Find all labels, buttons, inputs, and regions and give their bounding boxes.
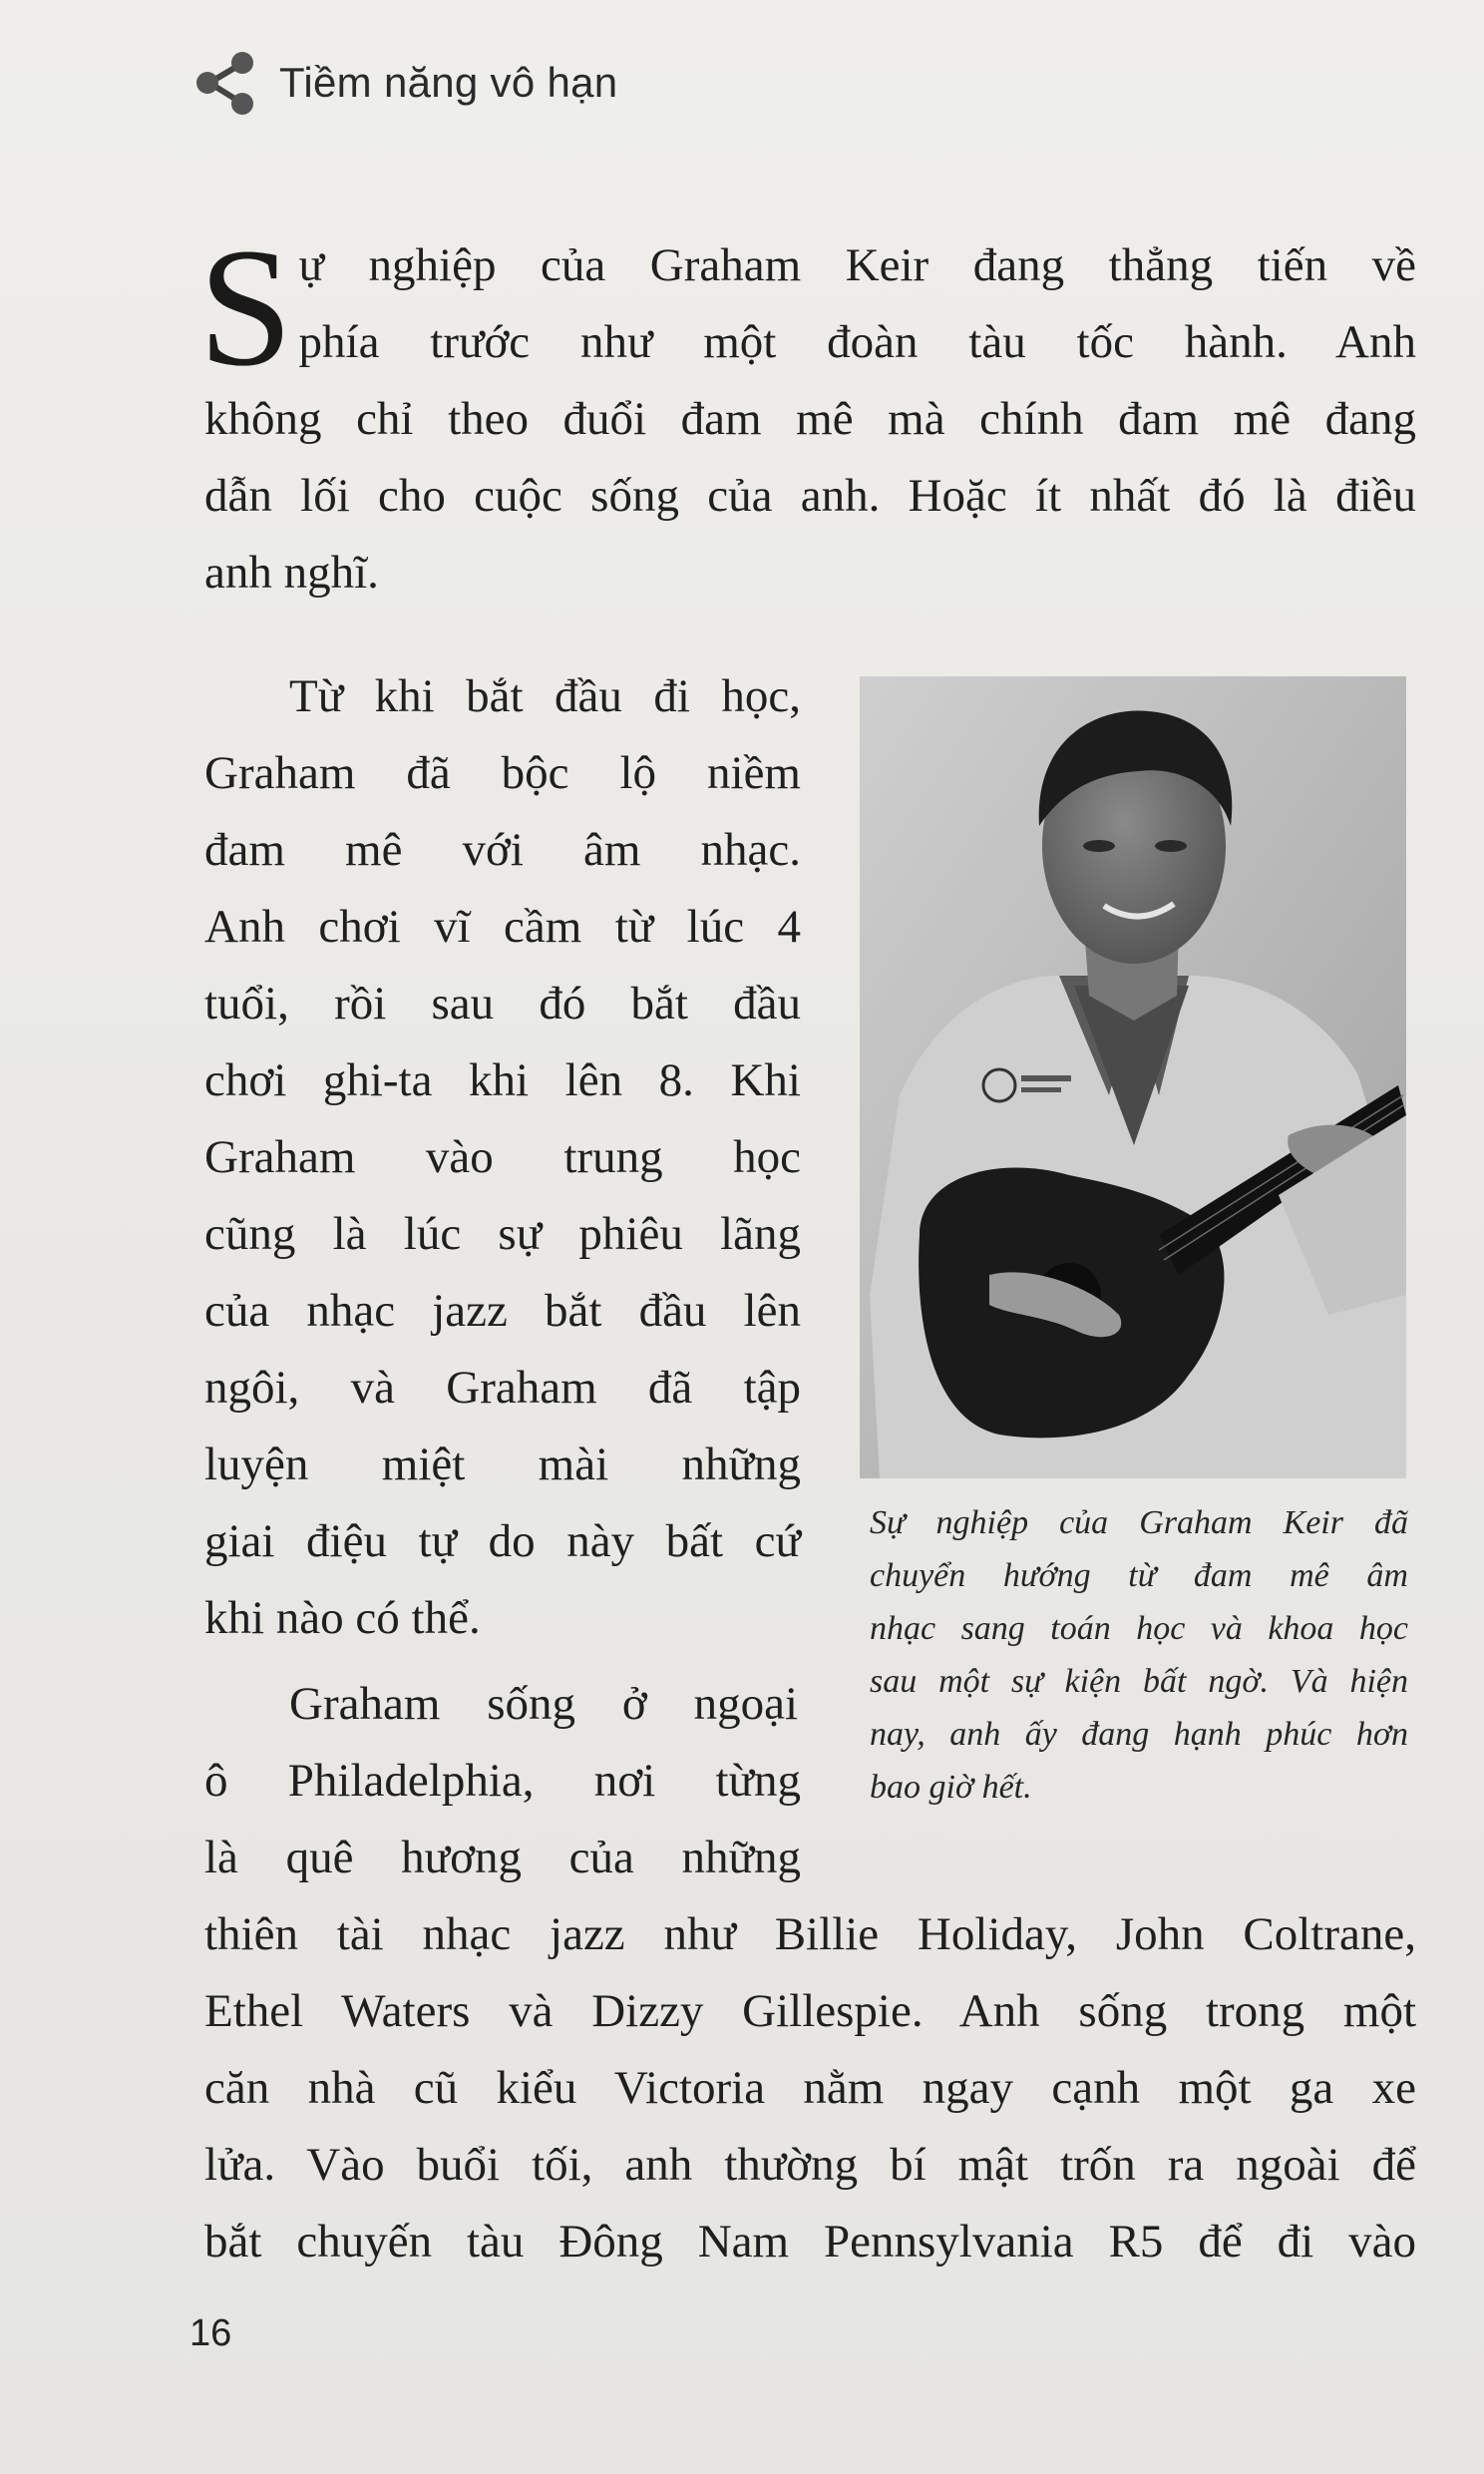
text-line: Từ khi bắt đầu đi học,	[289, 670, 801, 722]
share-icon	[191, 48, 261, 118]
text-line: bắt chuyến tàu Đông Nam Pennsylvania R5 để đi vào	[204, 2216, 1416, 2268]
text-line: ự nghiệp của Graham Keir đang thẳng tiến về	[298, 239, 1416, 291]
text-line: thiên tài nhạc jazz như Billie Holiday, John Coltrane,	[204, 1908, 1416, 1960]
caption-line: nhạc sang toán học và khoa học	[870, 1610, 1408, 1647]
text-line: Graham đã bộc lộ niềm	[204, 747, 801, 799]
caption-line: nay, anh ấy đang hạnh phúc hơn	[870, 1716, 1408, 1753]
caption-line: chuyển hướng từ đam mê âm	[870, 1557, 1408, 1594]
text-line: anh nghĩ.	[204, 547, 379, 599]
text-line: dẫn lối cho cuộc sống của anh. Hoặc ít nhất đó là điều	[204, 470, 1416, 522]
text-line: Anh chơi vĩ cầm từ lúc 4	[204, 901, 801, 953]
text-line: tuổi, rồi sau đó bắt đầu	[204, 978, 801, 1030]
text-line: không chỉ theo đuổi đam mê mà chính đam mê đang	[204, 393, 1416, 445]
text-line: phía trước như một đoàn tàu tốc hành. Anh	[298, 316, 1416, 368]
chapter-running-title: Tiềm năng vô hạn	[279, 59, 618, 106]
text-line: khi nào có thể.	[204, 1592, 481, 1644]
text-line: lửa. Vào buổi tối, anh thường bí mật trốn ra ngoài để	[204, 2139, 1416, 2191]
text-line: căn nhà cũ kiểu Victoria nằm ngay cạnh một ga xe	[204, 2062, 1416, 2114]
running-header	[191, 48, 617, 118]
caption-line: bao giờ hết.	[870, 1769, 1032, 1806]
page-number: 16	[189, 2312, 232, 2354]
paragraph-1	[198, 213, 1416, 612]
text-line: cũng là lúc sự phiêu lãng	[204, 1208, 801, 1260]
photo-caption	[870, 1496, 1408, 1814]
text-line: giai điệu tự do này bất cứ	[204, 1515, 801, 1567]
photo-man-with-guitar	[860, 676, 1406, 1478]
text-line: luyện miệt mài những	[204, 1439, 801, 1490]
text-line: ngôi, và Graham đã tập	[204, 1362, 801, 1414]
text-line: chơi ghi-ta khi lên 8. Khi	[204, 1054, 801, 1106]
text-line: Graham vào trung học	[204, 1131, 801, 1183]
text-line: đam mê với âm nhạc.	[204, 824, 801, 876]
paragraph-2	[204, 658, 801, 1657]
caption-line: sau một sự kiện bất ngờ. Và hiện	[870, 1663, 1408, 1700]
text-line: của nhạc jazz bắt đầu lên	[204, 1285, 801, 1337]
caption-line: Sự nghiệp của Graham Keir đã	[870, 1504, 1408, 1541]
text-line: ô Philadelphia, nơi từng	[204, 1755, 801, 1807]
text-line: Graham sống ở ngoại	[289, 1678, 798, 1730]
text-line: là quê hương của những	[204, 1832, 801, 1883]
drop-cap-letter: S	[198, 213, 293, 401]
text-line: Ethel Waters và Dizzy Gillespie. Anh sống trong một	[204, 1985, 1416, 2037]
